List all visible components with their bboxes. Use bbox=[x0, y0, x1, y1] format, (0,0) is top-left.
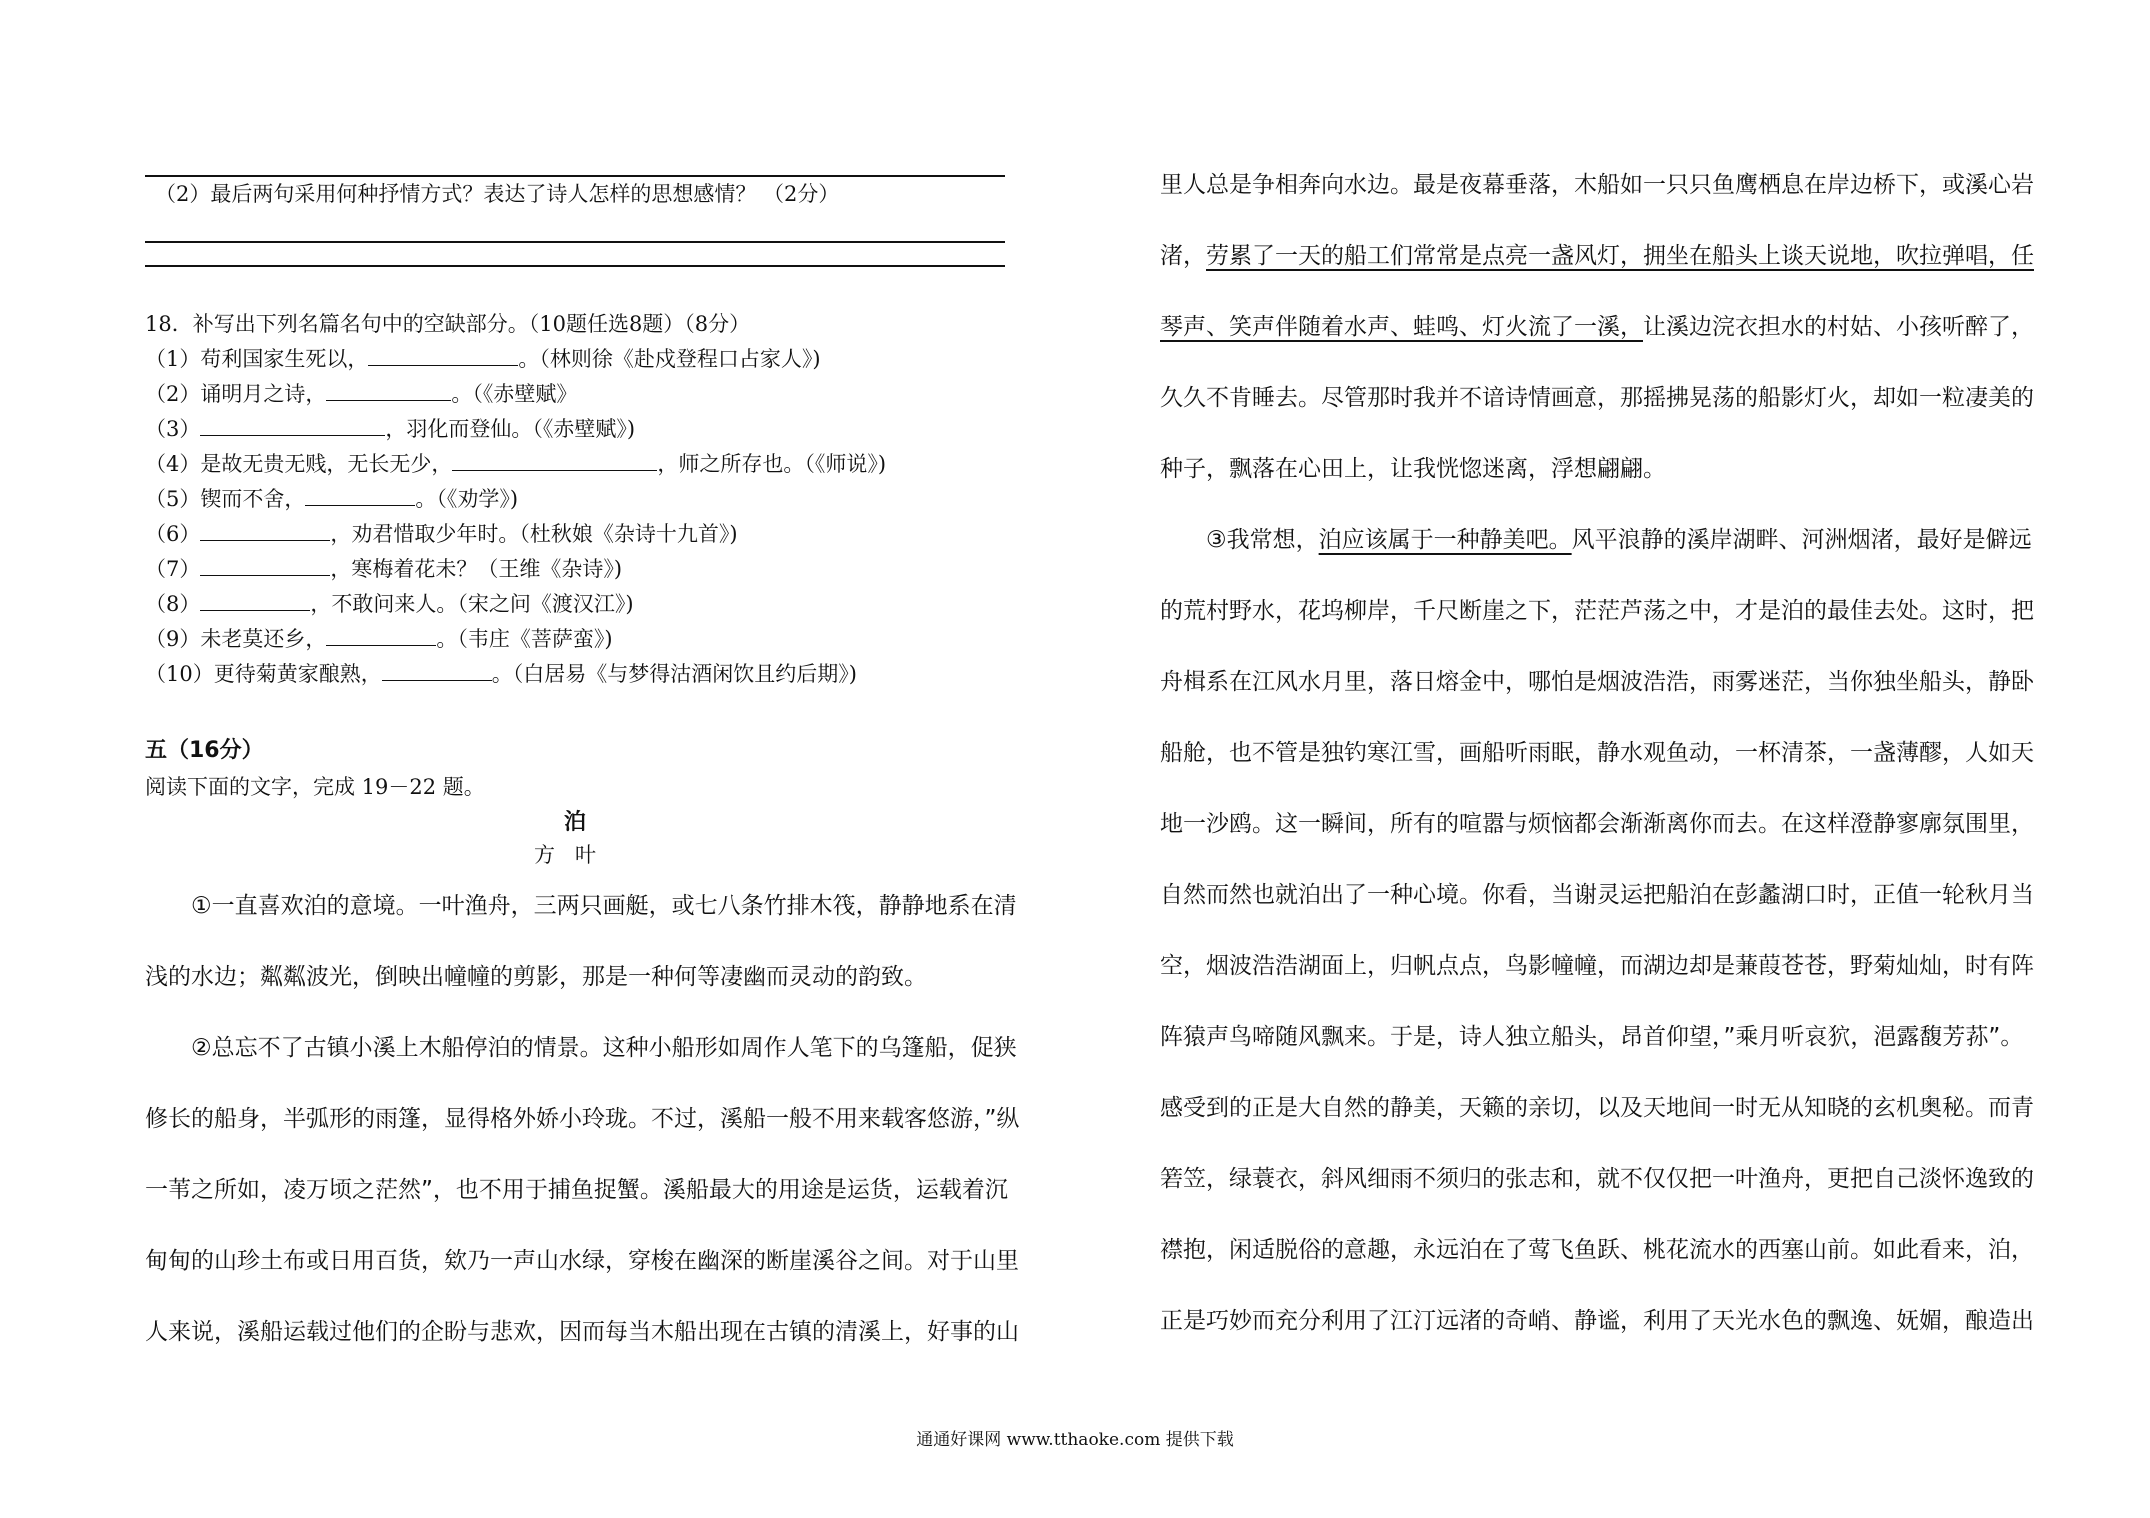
text-run: 正是巧妙而充分利用了江汀远渚的奇峭、静谧，利用了天光水色的飘逸、妩媚，酿造出 bbox=[1160, 1308, 2034, 1334]
answer-blank[interactable] bbox=[200, 553, 330, 576]
item-prefix: （10）更待菊黄家酿熟， bbox=[145, 662, 382, 686]
underlined-sentence: 劳累了一天的船工们常常是点亮一盏风灯，拥坐在船头上谈天说地，吹拉弹唱，任 bbox=[1206, 243, 2034, 269]
item-suffix: ，羽化而登仙。（《赤壁赋》) bbox=[385, 417, 636, 441]
text-run: 舟楫系在江风水月里，落日熔金中，哪怕是烟波浩浩，雨雾迷茫，当你独坐船头，静卧 bbox=[1160, 669, 2034, 695]
section-heading: 五（16分） bbox=[145, 738, 264, 763]
answer-blank[interactable] bbox=[200, 518, 330, 541]
text-line bbox=[1160, 150, 2034, 221]
item-suffix: ，师之所存也。（《师说》) bbox=[657, 452, 887, 476]
item-prefix: （5）锲而不舍， bbox=[145, 487, 306, 511]
article-left bbox=[145, 871, 1020, 1368]
text-line: 人来说，溪船运载过他们的企盼与悲欢，因而每当木船出现在古镇的清溪上，好事的山 bbox=[145, 1319, 1019, 1345]
item-prefix: （2）诵明月之诗， bbox=[145, 382, 327, 406]
answer-blank[interactable] bbox=[305, 483, 415, 506]
item-suffix: ，劝君惜取少年时。（杜秋娘《杂诗十九首》) bbox=[330, 522, 738, 546]
item-suffix: 。（韦庄《菩萨蛮》) bbox=[436, 627, 613, 651]
article-author: 方叶 bbox=[534, 843, 616, 867]
paragraph-1 bbox=[145, 871, 1017, 1013]
text-line bbox=[1160, 505, 2032, 576]
text-run: 地一沙鸥。这一瞬间，所有的喧嚣与烦恼都会渐渐离你而去。在这样澄静寥廓氛围里， bbox=[1160, 811, 2034, 837]
item-prefix: （3） bbox=[145, 417, 201, 441]
q18-item bbox=[145, 622, 886, 657]
text-line bbox=[1160, 363, 2034, 434]
text-run: 襟抱，闲适脱俗的意趣，永远泊在了莺飞鱼跃、桃花流水的西塞山前。如此看来，泊， bbox=[1160, 1237, 2034, 1263]
underlined-sentence: 泊应该属于一种静美吧。 bbox=[1318, 527, 1572, 553]
q18-item bbox=[145, 517, 886, 552]
text-run: 渚， bbox=[1160, 243, 1206, 269]
text-line bbox=[1160, 1002, 2024, 1073]
answer-blank[interactable] bbox=[200, 588, 310, 611]
q18-item bbox=[145, 377, 886, 412]
text-run: 自然而然也就泊出了一种心境。你看，当谢灵运把船泊在彭蠡湖口时，正值一轮秋月当 bbox=[1160, 882, 2034, 908]
text-run: 里人总是争相奔向水边。最是夜幕垂落，木船如一只只鱼鹰栖息在岸边桥下，或溪心岩 bbox=[1160, 172, 2034, 198]
q18-item bbox=[145, 552, 886, 587]
right-column bbox=[1160, 150, 2034, 1357]
text-line bbox=[1160, 1286, 2034, 1357]
text-line: 甸甸的山珍土布或日用百货，欸乃一声山水绿，穿梭在幽深的断崖溪谷之间。对于山里 bbox=[145, 1248, 1019, 1274]
item-suffix: ，寒梅着花未？（王维《杂诗》) bbox=[330, 557, 623, 581]
text-run: 阵猿声鸟啼随风飘来。于是，诗人独立船头，昂首仰望，”乘月听哀狖，浥露馥芳荪”。 bbox=[1160, 1024, 2024, 1050]
text-run: 空，烟波浩浩湖面上，归帆点点，鸟影幢幢，而湖边却是蒹葭苍苍，野菊灿灿，时有阵 bbox=[1160, 953, 2034, 979]
item-prefix: （8） bbox=[145, 592, 201, 616]
text-line bbox=[1160, 647, 2034, 718]
article-title: 泊 bbox=[563, 810, 586, 835]
q18-item bbox=[145, 342, 886, 377]
text-line: 浅的水边；粼粼波光，倒映出幢幢的剪影，那是一种何等凄幽而灵动的韵致。 bbox=[145, 964, 927, 990]
text-line bbox=[1160, 931, 2034, 1002]
text-line bbox=[1160, 860, 2034, 931]
q18-item bbox=[145, 657, 886, 692]
item-suffix: 。（《赤壁赋》 bbox=[451, 382, 578, 406]
text-line bbox=[1160, 434, 2020, 505]
text-run: 让溪边浣衣担水的村姑、小孩听醉了， bbox=[1643, 314, 2034, 340]
q18-item bbox=[145, 587, 886, 622]
answer-blank[interactable] bbox=[326, 623, 436, 646]
answer-blank[interactable] bbox=[326, 378, 451, 401]
text-run: 的荒村野水，花坞柳岸，千尺断崖之下，茫茫芦荡之中，才是泊的最佳去处。这时，把 bbox=[1160, 598, 2034, 624]
paragraph-2 bbox=[145, 1013, 1020, 1368]
text-line bbox=[1160, 1215, 2034, 1286]
q18 bbox=[145, 307, 886, 692]
text-run: 风平浪静的溪岸湖畔、河洲烟渚，最好是僻远 bbox=[1571, 527, 2032, 553]
item-prefix: （9）未老莫还乡， bbox=[145, 627, 327, 651]
q18-list bbox=[145, 342, 886, 692]
text-line: 修长的船身，半弧形的雨篷，显得格外娇小玲珑。不过，溪船一般不用来载客悠游，”纵 bbox=[145, 1106, 1020, 1132]
answer-blank[interactable] bbox=[452, 448, 657, 471]
text-line bbox=[1160, 1073, 2034, 1144]
item-suffix: 。（林则徐《赴戍登程口占家人》) bbox=[518, 347, 821, 371]
text-line bbox=[1160, 576, 2034, 647]
answer-blank[interactable] bbox=[200, 413, 385, 436]
text-line bbox=[1160, 292, 2034, 363]
text-line: ①一直喜欢泊的意境。一叶渔舟，三两只画艇，或七八条竹排木筏，静静地系在清 bbox=[191, 893, 1017, 919]
answer-blank[interactable] bbox=[368, 343, 518, 366]
item-suffix: 。（白居易《与梦得沽酒闲饮且约后期》) bbox=[491, 662, 857, 686]
footer-source: 通通好课网 www.tthaoke.com 提供下载 bbox=[916, 1430, 1234, 1450]
text-run: 久久不肯睡去。尽管那时我并不谙诗情画意，那摇拂晃荡的船影灯火，却如一粒凄美的 bbox=[1160, 385, 2034, 411]
item-suffix: 。（《劝学》) bbox=[415, 487, 519, 511]
text-run: 船舱，也不管是独钓寒江雪，画船听雨眠，静水观鱼动，一杯清茶，一盏薄醪，人如天 bbox=[1160, 740, 2034, 766]
item-suffix: ，不敢问来人。（宋之问《渡汉江》) bbox=[310, 592, 634, 616]
text-line bbox=[1160, 221, 2034, 292]
text-run: ③我常想， bbox=[1206, 527, 1319, 553]
text-line: ②总忘不了古镇小溪上木船停泊的情景。这种小船形如周作人笔下的乌篷船，促狭 bbox=[191, 1035, 1017, 1061]
text-run: 感受到的正是大自然的静美，天籁的亲切，以及天地间一时无从知晓的玄机奥秘。而青 bbox=[1160, 1095, 2034, 1121]
q18-item bbox=[145, 482, 886, 517]
text-line bbox=[1160, 789, 2034, 860]
instruction: 阅读下面的文字，完成 19－22 题。 bbox=[145, 775, 485, 799]
item-prefix: （4）是故无贵无贱，无长无少， bbox=[145, 452, 453, 476]
item-prefix: （1）苟利国家生死以， bbox=[145, 347, 369, 371]
item-prefix: （7） bbox=[145, 557, 201, 581]
paragraph-3 bbox=[1160, 505, 2034, 1357]
q18-head: 18．补写出下列名篇名句中的空缺部分。（10题任选8题）（8分） bbox=[145, 312, 751, 336]
item-prefix: （6） bbox=[145, 522, 201, 546]
answer-line bbox=[145, 265, 1005, 267]
text-line: 一苇之所如，凌万顷之茫然”，也不用于捕鱼捉蟹。溪船最大的用途是运货，运载着沉 bbox=[145, 1177, 1008, 1203]
answer-blank[interactable] bbox=[382, 658, 492, 681]
text-line bbox=[1160, 718, 2034, 789]
underlined-sentence: 琴声、笑声伴随着水声、蛙鸣、灯火流了一溪， bbox=[1160, 314, 1643, 340]
text-run: 箬笠，绿蓑衣，斜风细雨不须归的张志和，就不仅仅把一叶渔舟，更把自己淡怀逸致的 bbox=[1160, 1166, 2034, 1192]
q18-item bbox=[145, 447, 886, 482]
text-line bbox=[1160, 1144, 2034, 1215]
text-run: 种子，飘落在心田上，让我恍惚迷离，浮想翩翩。 bbox=[1160, 456, 1666, 482]
answer-line bbox=[145, 241, 1005, 243]
paragraph-2-continued bbox=[1160, 150, 2034, 505]
q17-2: （2）最后两句采用何种抒情方式？表达了诗人怎样的思想感情？ （2分） bbox=[155, 182, 840, 206]
q18-item bbox=[145, 412, 886, 447]
